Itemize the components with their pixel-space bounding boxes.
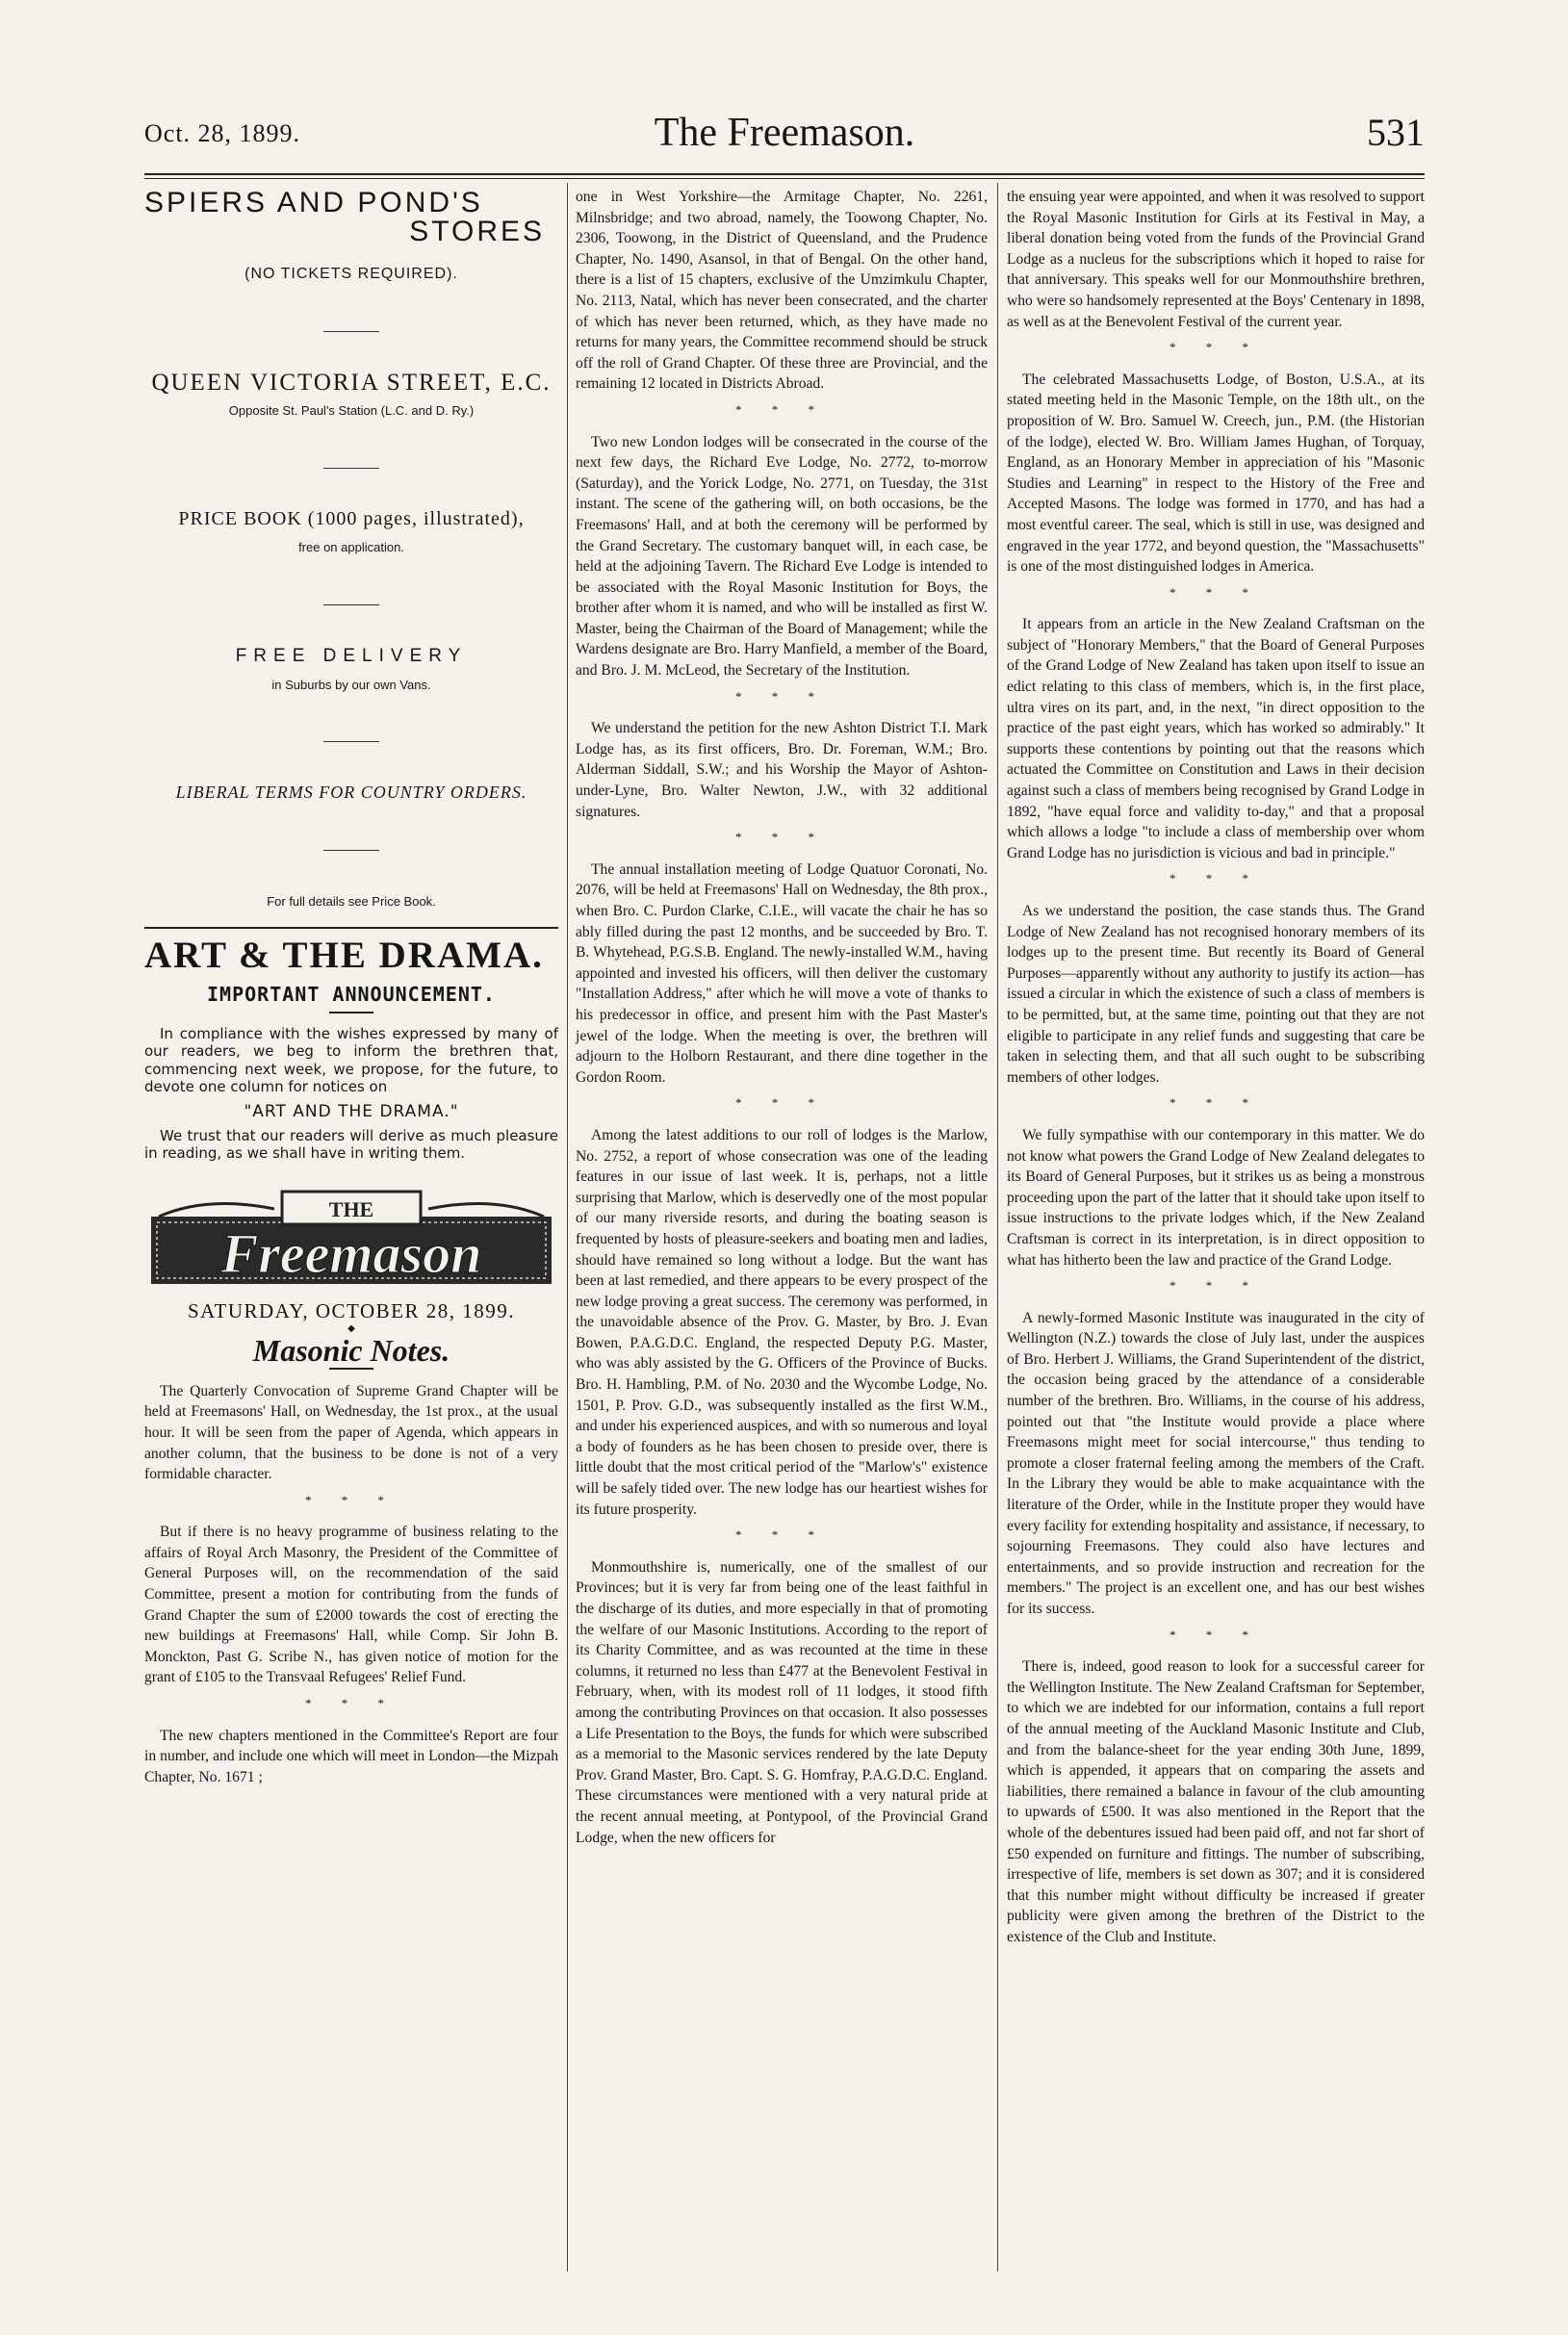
article-paragraph: Two new London lodges will be consecrated in the course of the next few days, the Richard Eve Lodge, No. 2772, to-morrow (Saturday), and the Yorick Lodge, No. 2771, on Tuesday, the 31st instant. The scene of the gathering will, on both occasions, be the Freemasons' Hall, and at both the ceremony will be performed by the Grand Secretary. The customary banquet will, in each case, be held at the adjoining Tavern. The Richard Eve Lodge is intended to be associated with the Royal Masonic Institution for Boys, the brother after whom it is named, and who will be installed as first W. Master, being the Chairman of the Board of Management; while the Wardens designate are Bro. Harry Manfield, a member of the Board, and Bro. J. M. McLeod, the Secretary of the Institution. bbox=[576, 433, 988, 680]
freemason-masthead-logo bbox=[149, 1188, 553, 1292]
section-separator: * * * bbox=[735, 688, 828, 704]
masthead-name: Freemason bbox=[220, 1221, 482, 1285]
section-rule bbox=[144, 927, 558, 929]
article-paragraph: the ensuing year were appointed, and when it was resolved to support the Royal Masonic Institution for Girls at its Festival in May, a liberal donation being voted from the funds of the Provincial Grand Lodge as a nucleus for the subscriptions which it hoped to raise for that anniversary. This speaks well for our Monmouthshire brethren, who were so handsomely represented at the Boys' Centenary in 1898, as well as at the Benevolent Festival of the current year. bbox=[1007, 189, 1425, 330]
section-separator: * * * bbox=[1170, 340, 1262, 355]
section-separator: * * * bbox=[305, 1696, 398, 1711]
issue-date-line: SATURDAY, OCTOBER 28, 1899. bbox=[187, 1298, 515, 1322]
header-rule-thin bbox=[144, 178, 1425, 179]
section-separator: * * * bbox=[735, 401, 828, 417]
section-separator: * * * bbox=[1170, 871, 1262, 886]
advert-no-tickets: (NO TICKETS REQUIRED). bbox=[244, 266, 458, 282]
section-separator: * * * bbox=[735, 1095, 828, 1111]
divider bbox=[323, 850, 379, 851]
article-paragraph: The Quarterly Convocation of Supreme Grand Chapter will be held at Freemasons' Hall, on Wednesday, the 1st prox., at the usual hour. It will be seen from the paper of Agenda, which appears in another column, that the business to be done is not of a very formidable character. bbox=[144, 1382, 558, 1483]
article-paragraph: It appears from an article in the New Zealand Craftsman on the subject of "Honorary Members," that the Board of General Purposes of the Grand Lodge of New Zealand has taken upon itself to issue an edict relating to this class of members, which is, in the first place, ultra vires on its part, and, in the next, "in direct opposition to the practice of the past eight years, which has worked so admirably." It supports these contentions by pointing out that the reasons which actuated the Committee on Constitution and Laws in their decision against such a class of members being recognised by Grand Lodge in 1892, "have equal force and validity to-day," and that a proposal which allows a lodge "to include a class of membership over whom Grand Lodge has no jurisdiction is vicious and bad in principle." bbox=[1007, 616, 1425, 861]
article-paragraph: The new chapters mentioned in the Committee's Report are four in number, and include one which will meet in London—the Mizpah Chapter, No. 1671 ; bbox=[144, 1727, 558, 1785]
section-separator: * * * bbox=[735, 830, 828, 845]
section-separator: * * * bbox=[1170, 1095, 1262, 1111]
column-1 bbox=[144, 187, 558, 1788]
article-paragraph: The annual installation meeting of Lodge Quatuor Coronati, No. 2076, will be held at Freemasons' Hall on Wednesday, the 8th prox., when Bro. C. Purdon Clarke, C.I.E., will vacate the chair he has so ably filled during the past 12 months, and be succeeded by Bro. T. B. Whytehead, P.G.S.B. England. The newly-installed W.M., having appointed and invested his officers, will then deliver the customary "Installation Address," after which he will move a vote of thanks to his predecessor in office, and present him with the Past Master's jewel of the lodge. When the meeting is over, the brethren will adjourn to the Holborn Restaurant, and there dine together in the Gordon Room. bbox=[576, 860, 988, 1086]
page-number: 531 bbox=[1367, 111, 1425, 154]
column-divider bbox=[567, 183, 568, 2271]
article-paragraph: one in West Yorkshire—the Armitage Chapter, No. 2261, Milnsbridge; and two abroad, namely, the Toowong Chapter, No. 2306, Toowong, in the District of Queensland, and the Prudence Chapter, No. 1490, Asansol, in that of Bengal. On the other hand, there is a list of 15 chapters, exclusive of the Umzimkulu Chapter, No. 2113, Natal, which has never been consecrated, and the charter of which has never been returned, which, as they have made no returns for many years, the Committee recommend should be struck off the roll of Grand Chapter. Of these three are Provincial, and the remaining 12 located in Districts Abroad. bbox=[576, 189, 988, 393]
divider bbox=[323, 468, 379, 469]
column-2 bbox=[576, 187, 988, 1849]
section-separator: * * * bbox=[1170, 1627, 1262, 1642]
masonic-notes-heading: Masonic Notes. bbox=[252, 1333, 450, 1369]
divider bbox=[329, 1368, 373, 1370]
divider bbox=[323, 741, 379, 742]
article-paragraph: There is, indeed, good reason to look for a successful career for the Wellington Institute. The New Zealand Craftsman for September, to which we are indebted for our information, contains a full report of the annual meeting of the Auckland Masonic Institute and Club, and from the balance-sheet for the year ending 30th June, 1899, which is appended, it appears that on comparing the assets and liabilities, there remained a balance in favour of the club amounting to upwards of £500. It was also mentioned in the Report that the whole of the debentures issued had been paid off, and not far short of £50 expended on furniture and fittings. The number of subscribing, irrespective of life, members is set down as 307; and it is considered that this number might without difficulty be increased if greater publicity were given among the brethren of the District to the existence of the Club and Institute. bbox=[1007, 1658, 1425, 1945]
column-divider bbox=[997, 183, 998, 2271]
art-drama-subheading: IMPORTANT ANNOUNCEMENT. bbox=[207, 983, 496, 1007]
advert-street: QUEEN VICTORIA STREET, E.C. bbox=[151, 369, 552, 396]
section-separator: * * * bbox=[1170, 584, 1262, 600]
page-header bbox=[144, 106, 1425, 173]
column-3 bbox=[1007, 187, 1425, 1949]
advert-heading: SPIERS AND POND'S bbox=[144, 187, 483, 218]
section-separator: * * * bbox=[735, 1527, 828, 1543]
article-paragraph: We fully sympathise with our contemporary in this matter. We do not know what powers the Grand Lodge of New Zealand delegates to its Board of General Purposes, but it strikes us as being a monstrous proceeding upon the part of the latter that it should take upon itself to issue instructions to the private lodges which, if the New Zealand Craftsman is correct in its interpretation, is in direct opposition to what has hitherto been the law and practice of the Grand Lodge. bbox=[1007, 1126, 1425, 1269]
article-paragraph: We understand the petition for the new Ashton District T.I. Mark Lodge has, as its first officers, Bro. Dr. Foreman, W.M.; Bro. Alderman Siddall, S.W.; and his Worship the Mayor of Ashton-under-Lyne, Bro. Walter Newton, J.W., with 32 additional signatures. bbox=[576, 720, 988, 820]
header-rule bbox=[144, 173, 1425, 175]
advert-suburbs: in Suburbs by our own Vans. bbox=[271, 677, 431, 692]
divider bbox=[329, 1012, 373, 1014]
newspaper-title: The Freemason. bbox=[654, 111, 915, 155]
divider bbox=[323, 604, 379, 605]
advert-free-application: free on application. bbox=[298, 540, 404, 555]
spiers-pond-advert bbox=[144, 189, 558, 911]
masthead-ornament-icon bbox=[149, 1188, 553, 1292]
article-paragraph: Among the latest additions to our roll of lodges is the Marlow, No. 2752, a report of whose consecration was one of the leading features in our issue of last week. It is, perhaps, not a little surprising that Marlow, which is deservedly one of the most popular of our many riverside resorts, and during the boating season is frequented by hosts of pleasure-seekers and boating men and ladies, should have remained so long without a lodge. But the want has been at last remedied, and there appears to be every prospect of the new lodge proving a great success. The ceremony was performed, in the unavoidable absence of the Prov. G. Master, by Bro. J. Evan Bowen, P.A.G.D.C. England, the respected Deputy P.G. Master, who was ably assisted by the G. Officers of the Province of Bucks. Bro. H. Hambling, P.M. of No. 2030 and the Wycombe Lodge, No. 1501, P. Prov. G.D., was subsequently installed as the first W.M., and under his experienced auspices, and with so numerous and loyal a body of founders as he has been chosen to preside over, there is little doubt that the most critical period of the "Marlow's" existence will be safely tided over. The new lodge has our heartiest wishes for its future prosperity. bbox=[576, 1126, 988, 1518]
art-drama-heading: ART & THE DRAMA. bbox=[144, 935, 544, 977]
advert-opposite: Opposite St. Paul's Station (L.C. and D. Ry.) bbox=[228, 403, 475, 419]
art-drama-paragraph: We trust that our readers will derive as much pleasure in reading, as we shall have in writing them. bbox=[144, 1126, 558, 1163]
section-separator: * * * bbox=[305, 1492, 398, 1507]
art-drama-quote: "ART AND THE DRAMA." bbox=[244, 1101, 459, 1121]
diamond-ornament-icon: ◆ bbox=[347, 1323, 355, 1335]
advert-liberal-terms: LIBERAL TERMS FOR COUNTRY ORDERS. bbox=[175, 783, 527, 803]
issue-date: Oct. 28, 1899. bbox=[144, 119, 301, 147]
advert-free-delivery: FREE DELIVERY bbox=[235, 645, 468, 666]
article-paragraph: Monmouthshire is, numerically, one of the smallest of our Provinces; but it is very far from being one of the least faithful in the discharge of its duties, and more especially in that of promoting the welfare of our Masonic Institutions. According to the report of its Charity Committee, and as was recounted at the time in these columns, it returned no less than £477 at the Benevolent Festival in February, when, with its modest roll of 11 lodges, it stood fifth among the contributing Provinces on that occasion. It also possesses a Life Presentation to the Boys, the funds for which were subscribed as a memorial to the Masonic services rendered by the late Deputy Prov. Grand Master, Bro. Capt. S. G. Homfray, P.A.G.D.C. England. These circumstances were mentioned with a very natural pride at the recent annual meeting, at Pontypool, of the Provincial Grand Lodge, when the new officers for bbox=[576, 1558, 988, 1846]
masthead-the: THE bbox=[328, 1196, 374, 1221]
art-drama-paragraph: In compliance with the wishes expressed by many of our readers, we beg to inform the brethren that, commencing next week, we propose, for the future, to devote one column for notices on bbox=[144, 1024, 558, 1096]
newspaper-page bbox=[144, 106, 1425, 2281]
article-paragraph: But if there is no heavy programme of business relating to the affairs of Royal Arch Masonry, the President of the Committee of General Purposes will, on the recommendation of the said Committee, present a motion for contributing from the funds of Grand Chapter the sum of £2000 towards the cost of erecting the new buildings at Freemasons' Hall, while Comp. Sir John B. Monckton, Past G. Scribe N., has given notice of motion for the grant of £105 to the Transvaal Refugees' Relief Fund. bbox=[144, 1524, 558, 1686]
advert-price-book: PRICE BOOK (1000 pages, illustrated), bbox=[178, 507, 525, 529]
divider bbox=[323, 331, 379, 332]
article-paragraph: As we understand the position, the case stands thus. The Grand Lodge of New Zealand has not recognised honorary members of its lodges up to the present time. But recently its Board of General Purposes—apparently without any authority to justify its action—has issued a circular in which the existence of such a class of members is to be permitted, but, at the same time, pointing out that they are not eligible to participate in any relief funds and suggesting that care be taken in selecting them, and that all such ought to be subscribing members of other lodges. bbox=[1007, 903, 1425, 1086]
advert-stores: STORES bbox=[409, 216, 545, 247]
advert-full-details: For full details see Price Book. bbox=[267, 893, 436, 909]
article-paragraph: A newly-formed Masonic Institute was inaugurated in the city of Wellington (N.Z.) towards the close of July last, under the auspices of Bro. Herbert J. Williams, the Grand Superintendent of the district, the occasion being graced by the attendance of a considerable number of the brethren. Bro. Williams, in the course of his address, pointed out that "the Institute would provide a place where Freemasons might meet for social intercourse," thus tending to promote a closer fraternal feeling among the members of the Craft. In the Library they would be able to make acquaintance with the literature of the Order, while in the Institute proper they would have every facility for extending hospitality and assistance, if necessary, to sojourning Freemasons. They could also have lectures and entertainments, and so provide instruction and recreation for the members." The project is an excellent one, and has our best wishes for its success. bbox=[1007, 1309, 1425, 1617]
section-separator: * * * bbox=[1170, 1278, 1262, 1294]
article-paragraph: The celebrated Massachusetts Lodge, of Boston, U.S.A., at its stated meeting held in the Masonic Temple, on the 18th ult., on the proposition of W. Bro. Samuel W. Creech, jun., P.M. (the Historian of the lodge), elected W. Bro. William James Hughan, of Torquay, England, as an Honorary Member in appreciation of his "Masonic Studies and Learning" in respect to the History of the Free and Accepted Masons. The lodge was formed in 1770, and has had a most eventful career. The seal, which is still in use, was designed and engraved in the year 1772, and beyond question, the "Massachusetts" is one of the most distinguished lodges in America. bbox=[1007, 371, 1425, 576]
